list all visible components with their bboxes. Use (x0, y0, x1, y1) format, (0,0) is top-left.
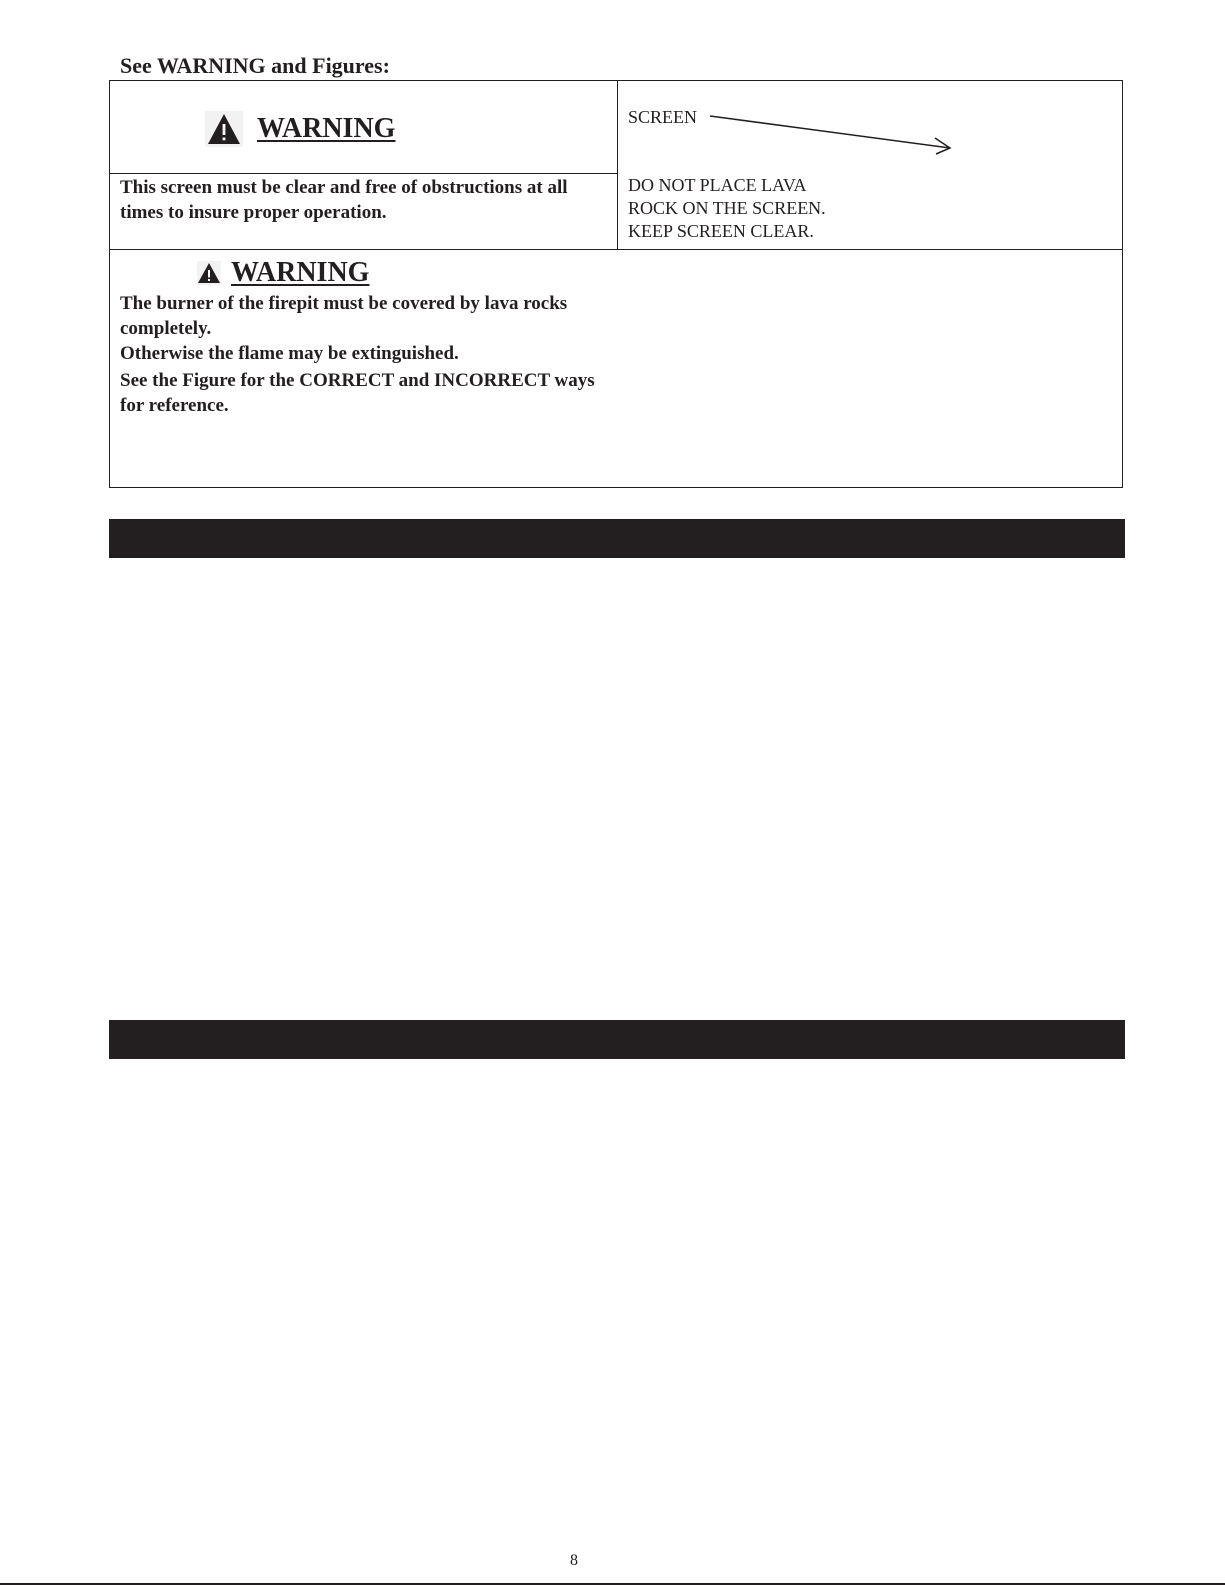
section-band (109, 1020, 1125, 1059)
table-divider-vertical (617, 81, 618, 249)
warning-label: WARNING (231, 257, 370, 288)
bottom-warning (197, 257, 369, 289)
screen-label: SCREEN (628, 107, 698, 127)
section-heading: See WARNING and Figures: (120, 53, 390, 78)
warning-line: See the Figure for the CORRECT and INCORRECT ways for reference. (120, 370, 595, 416)
do-not-line: KEEP SCREEN CLEAR. (628, 221, 814, 241)
page-number: 8 (570, 1552, 578, 1569)
do-not-place-text (628, 174, 826, 243)
table-divider-full (110, 249, 1122, 250)
do-not-line: DO NOT PLACE LAVA (628, 175, 807, 195)
warning-triangle-icon (197, 261, 221, 285)
do-not-line: ROCK ON THE SCREEN. (628, 198, 826, 218)
warning-label: WARNING (257, 113, 396, 144)
top-warning (205, 111, 395, 147)
screen-arrow-icon (710, 109, 960, 159)
warning-triangle-icon (205, 111, 243, 147)
warning-line: Otherwise the flame may be extinguished. (120, 343, 459, 364)
screen-warning-text: This screen must be clear and free of obstructions at all times to insure proper operation. (120, 177, 568, 223)
table-divider-left (110, 173, 618, 174)
warning-line: The burner of the firepit must be covered by lava rocks completely. (120, 293, 568, 339)
lava-rock-warning-text (120, 291, 610, 418)
section-band (109, 519, 1125, 558)
warning-table (109, 80, 1123, 488)
